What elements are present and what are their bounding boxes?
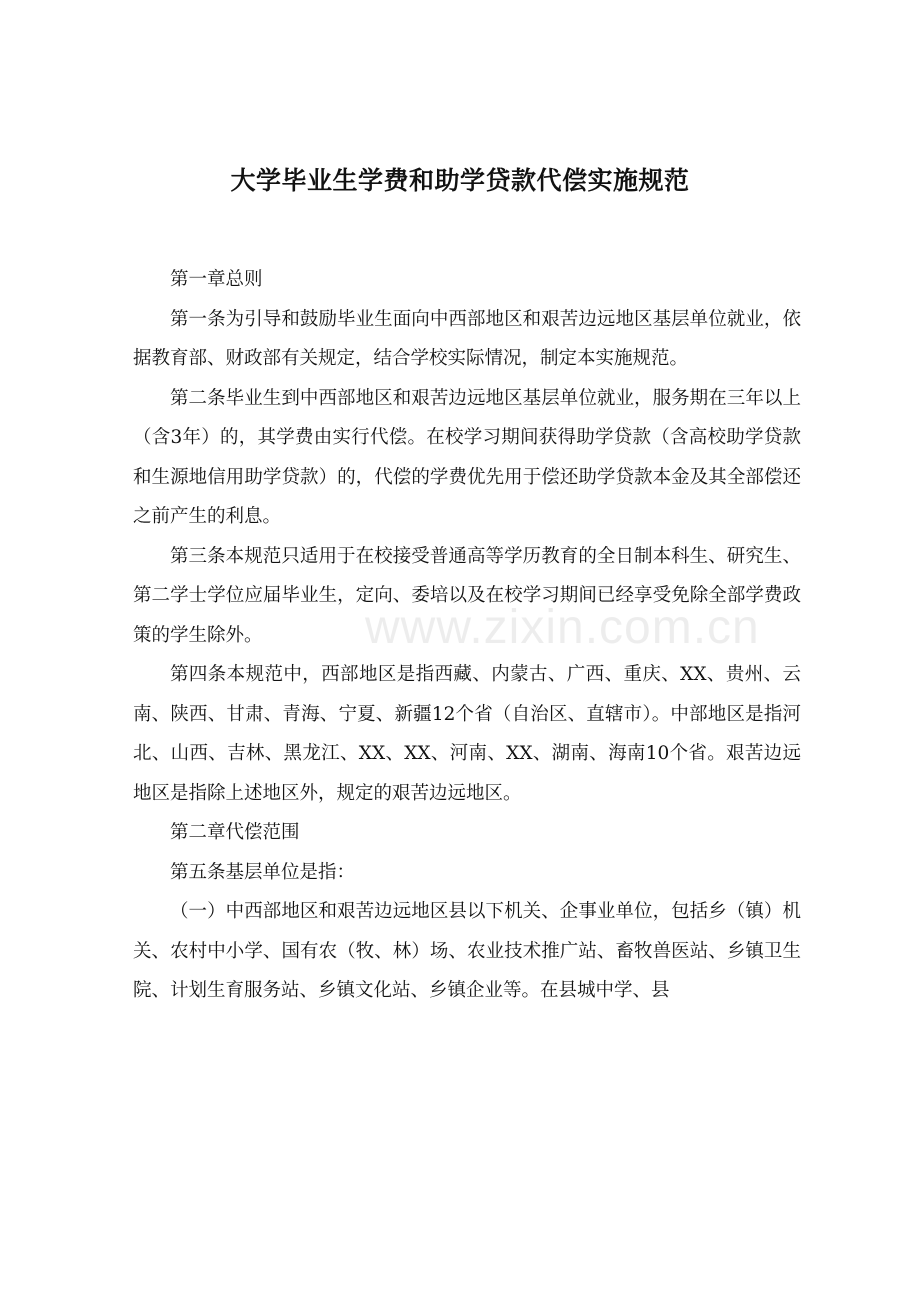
article-paragraph: （一）中西部地区和艰苦边远地区县以下机关、企事业单位，包括乡（镇）机关、农村中小学、国有农（牧、林）场、农业技术推广站、畜牧兽医站、乡镇卫生院、计划生育服务站、乡镇文化站、乡镇企业等。在县城中学、县 bbox=[133, 901, 801, 1001]
watermark: www.zixin.com.cn bbox=[365, 601, 760, 654]
article-paragraph: 第四条本规范中，西部地区是指西藏、内蒙古、广西、重庆、XX、贵州、云南、陕西、甘肃、青海、宁夏、新疆12个省（自治区、直辖市）。中部地区是指河北、山西、吉林、黑龙江、XX、XX、河南、XX、湖南、海南10个省。艰苦边远地区是指除上述地区外，规定的艰苦边远地区。 bbox=[133, 664, 801, 804]
article-paragraph: 第二条毕业生到中西部地区和艰苦边远地区基层单位就业，服务期在三年以上（含3年）的，其学费由实行代偿。在校学习期间获得助学贷款（含高校助学贷款和生源地信用助学贷款）的，代偿的学费优先用于偿还助学贷款本金及其全部偿还之前产生的利息。 bbox=[133, 387, 801, 527]
chapter-heading: 第二章代偿范围 bbox=[170, 822, 300, 843]
article-paragraph: 第五条基层单位是指： bbox=[170, 861, 356, 883]
chapter-heading: 第一章总则 bbox=[170, 269, 263, 290]
document-title: 大学毕业生学费和助学贷款代偿实施规范 bbox=[230, 166, 690, 195]
article-paragraph: 第一条为引导和鼓励毕业生面向中西部地区和艰苦边远地区基层单位就业，依据教育部、财政部有关规定，结合学校实际情况，制定本实施规范。 bbox=[133, 308, 801, 369]
article-paragraph: 第三条本规范只适用于在校接受普通高等学历教育的全日制本科生、研究生、第二学士学位应届毕业生，定向、委培以及在校学习期间已经享受免除全部学费政策的学生除外。 bbox=[133, 545, 801, 646]
